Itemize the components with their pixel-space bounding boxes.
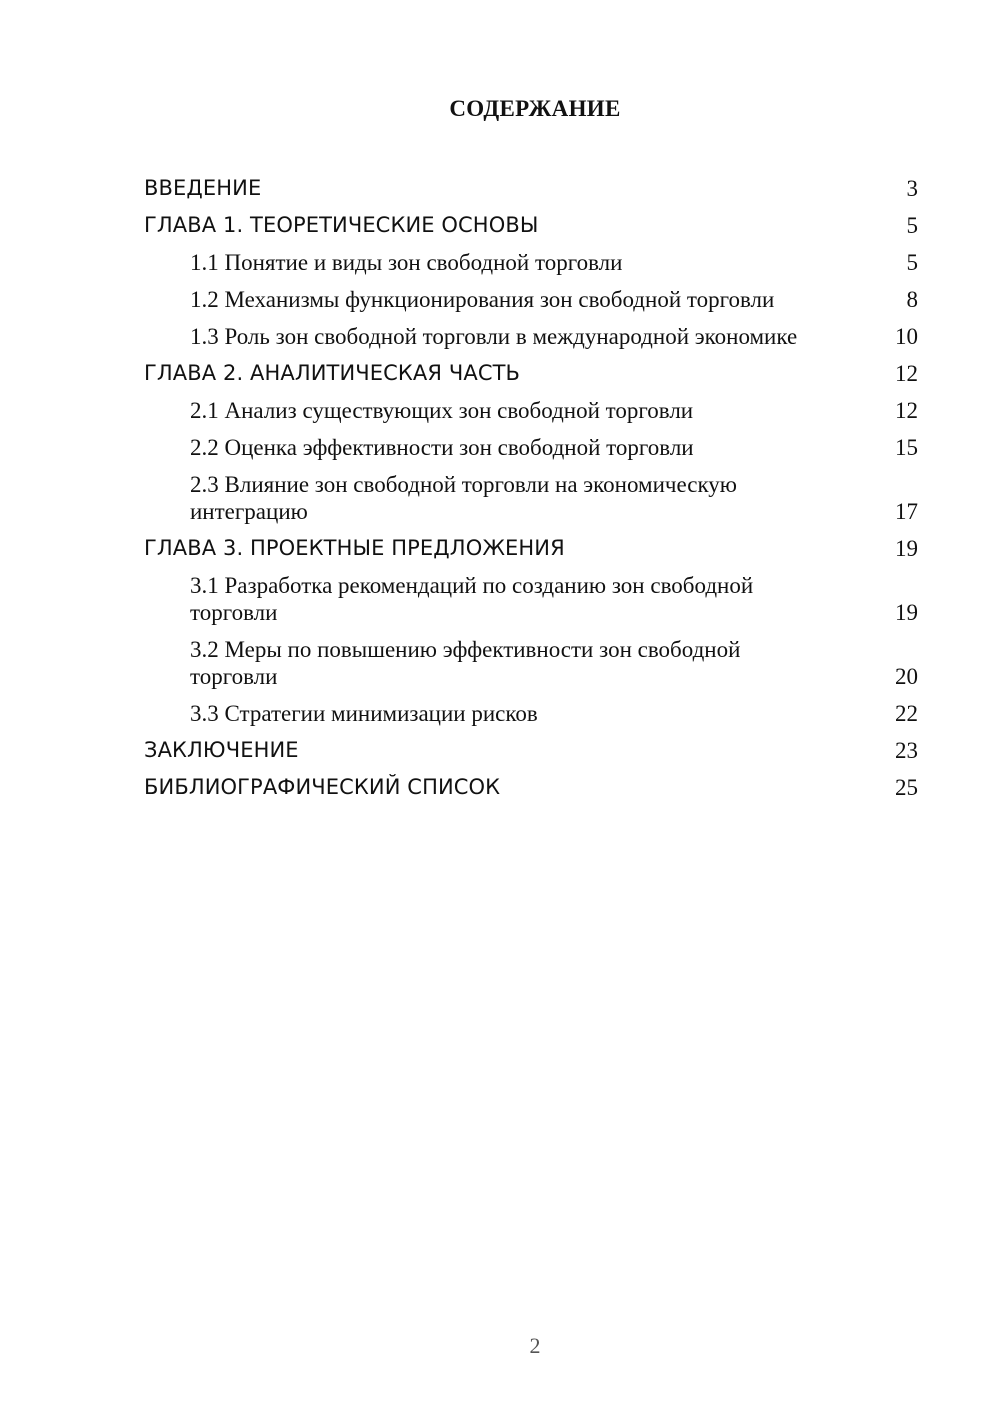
toc-entry-page: 8 xyxy=(906,287,918,312)
toc-entry-title: 1.1 Понятие и виды зон свободной торговли xyxy=(190,250,623,275)
toc-entry-bibliography[interactable] xyxy=(144,769,918,806)
toc-entry-title: ГЛАВА 3. ПРОЕКТНЫЕ ПРЕДЛОЖЕНИЯ xyxy=(144,536,565,560)
toc-entry-introduction[interactable] xyxy=(144,170,918,207)
toc-entry-chapter-3[interactable] xyxy=(144,530,918,567)
toc-entry-page: 25 xyxy=(895,775,918,800)
toc-entry-page: 19 xyxy=(895,600,918,625)
toc-entry-title: 1.2 Механизмы функционирования зон свободной торговли xyxy=(190,287,775,312)
toc-entry-page: 20 xyxy=(895,664,918,689)
toc-entry-section-2-2[interactable] xyxy=(144,429,918,466)
toc-entry-section-3-2[interactable] xyxy=(144,631,918,695)
toc-entry-title: 3.3 Стратегии минимизации рисков xyxy=(190,701,538,726)
toc-entry-title: ГЛАВА 1. ТЕОРЕТИЧЕСКИЕ ОСНОВЫ xyxy=(144,213,539,237)
table-of-contents xyxy=(144,170,918,806)
page-title: СОДЕРЖАНИЕ xyxy=(449,96,621,121)
toc-entry-section-2-1[interactable] xyxy=(144,392,918,429)
toc-entry-page: 5 xyxy=(906,250,918,275)
toc-entry-page: 12 xyxy=(895,398,918,423)
toc-entry-page: 10 xyxy=(895,324,918,349)
toc-entry-page: 17 xyxy=(895,499,918,524)
toc-entry-page: 12 xyxy=(895,361,918,386)
toc-entry-title: 3.2 Меры по повышению эффективности зон свободной торговли xyxy=(190,637,741,689)
toc-entry-title: БИБЛИОГРАФИЧЕСКИЙ СПИСОК xyxy=(144,775,501,799)
toc-entry-title: ВВЕДЕНИЕ xyxy=(144,176,262,200)
toc-entry-chapter-2[interactable] xyxy=(144,355,918,392)
toc-entry-title: 3.1 Разработка рекомендаций по созданию зон свободной торговли xyxy=(190,573,754,625)
page-number: 2 xyxy=(529,1333,541,1358)
toc-entry-title: 2.3 Влияние зон свободной торговли на экономическую интеграцию xyxy=(190,472,737,524)
toc-entry-conclusion[interactable] xyxy=(144,732,918,769)
toc-entry-page: 22 xyxy=(895,701,918,726)
toc-entry-section-1-3[interactable] xyxy=(144,318,918,355)
toc-entry-section-1-2[interactable] xyxy=(144,281,918,318)
toc-entry-title: ЗАКЛЮЧЕНИЕ xyxy=(144,738,299,762)
toc-entry-section-3-3[interactable] xyxy=(144,695,918,732)
toc-entry-page: 15 xyxy=(895,435,918,460)
toc-entry-page: 19 xyxy=(895,536,918,561)
toc-entry-page: 23 xyxy=(895,738,918,763)
toc-entry-title: 1.3 Роль зон свободной торговли в международной экономике xyxy=(190,324,798,349)
toc-entry-title: 2.2 Оценка эффективности зон свободной торговли xyxy=(190,435,694,460)
toc-entry-page: 5 xyxy=(906,213,918,238)
toc-entry-title: ГЛАВА 2. АНАЛИТИЧЕСКАЯ ЧАСТЬ xyxy=(144,361,521,385)
toc-entry-chapter-1[interactable] xyxy=(144,207,918,244)
toc-entry-title: 2.1 Анализ существующих зон свободной торговли xyxy=(190,398,694,423)
toc-entry-section-2-3[interactable] xyxy=(144,466,918,530)
toc-entry-section-1-1[interactable] xyxy=(144,244,918,281)
toc-entry-page: 3 xyxy=(906,176,918,201)
toc-entry-section-3-1[interactable] xyxy=(144,567,918,631)
